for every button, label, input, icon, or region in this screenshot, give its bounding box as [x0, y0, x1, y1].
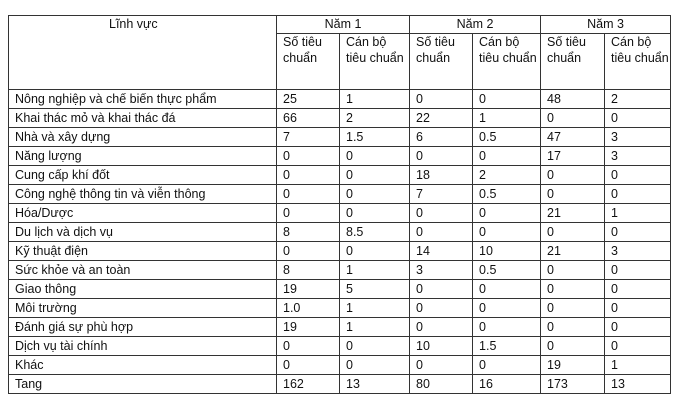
- table-row: [9, 337, 671, 356]
- value-cell: 1: [340, 299, 410, 318]
- field-cell: Cung cấp khí đốt: [9, 166, 277, 185]
- value-cell: 3: [605, 242, 671, 261]
- value-cell: 0.5: [473, 261, 541, 280]
- field-cell: Năng lượng: [9, 147, 277, 166]
- field-cell: Sức khỏe và an toàn: [9, 261, 277, 280]
- value-cell: 0: [541, 318, 605, 337]
- standards-count-header: Số tiêu chuẩn: [410, 34, 473, 90]
- value-cell: 0: [473, 280, 541, 299]
- table-row: [9, 185, 671, 204]
- value-cell: 14: [410, 242, 473, 261]
- value-cell: 0: [410, 318, 473, 337]
- value-cell: 0: [277, 204, 340, 223]
- field-cell: Tang: [9, 375, 277, 394]
- table-row: [9, 356, 671, 375]
- table-row: [9, 299, 671, 318]
- value-cell: 0: [340, 166, 410, 185]
- value-cell: 0: [541, 261, 605, 280]
- value-cell: 0: [473, 223, 541, 242]
- value-cell: 0: [340, 147, 410, 166]
- value-cell: 48: [541, 90, 605, 109]
- value-cell: 0: [340, 337, 410, 356]
- value-cell: 16: [473, 375, 541, 394]
- value-cell: 10: [410, 337, 473, 356]
- value-cell: 0: [541, 280, 605, 299]
- year-1-header: Năm 1: [277, 16, 410, 34]
- standards-table: [8, 15, 671, 394]
- value-cell: 13: [340, 375, 410, 394]
- table-row: [9, 375, 671, 394]
- value-cell: 0: [410, 280, 473, 299]
- value-cell: 0: [277, 185, 340, 204]
- standards-staff-header: Cán bộ tiêu chuẩn: [605, 34, 671, 90]
- header-row-years: [9, 16, 671, 34]
- value-cell: 80: [410, 375, 473, 394]
- table-row: [9, 204, 671, 223]
- value-cell: 7: [410, 185, 473, 204]
- value-cell: 0: [473, 299, 541, 318]
- value-cell: 22: [410, 109, 473, 128]
- year-3-header: Năm 3: [541, 16, 671, 34]
- table-row: [9, 166, 671, 185]
- table-row: [9, 261, 671, 280]
- table-container: [8, 15, 671, 394]
- table-row: [9, 242, 671, 261]
- value-cell: 0: [605, 318, 671, 337]
- value-cell: 18: [410, 166, 473, 185]
- value-cell: 0: [277, 147, 340, 166]
- value-cell: 17: [541, 147, 605, 166]
- value-cell: 13: [605, 375, 671, 394]
- value-cell: 0: [605, 223, 671, 242]
- field-cell: Đánh giá sự phù hợp: [9, 318, 277, 337]
- field-cell: Du lịch và dịch vụ: [9, 223, 277, 242]
- value-cell: 0: [410, 204, 473, 223]
- table-row: [9, 223, 671, 242]
- value-cell: 0.5: [473, 185, 541, 204]
- standards-staff-header: Cán bộ tiêu chuẩn: [340, 34, 410, 90]
- value-cell: 8.5: [340, 223, 410, 242]
- value-cell: 3: [410, 261, 473, 280]
- value-cell: 0: [473, 318, 541, 337]
- value-cell: 173: [541, 375, 605, 394]
- value-cell: 0: [473, 204, 541, 223]
- field-column-header: Lĩnh vực: [9, 16, 277, 90]
- value-cell: 0: [541, 185, 605, 204]
- field-cell: Hóa/Dược: [9, 204, 277, 223]
- value-cell: 162: [277, 375, 340, 394]
- value-cell: 47: [541, 128, 605, 147]
- field-cell: Công nghệ thông tin và viễn thông: [9, 185, 277, 204]
- value-cell: 0.5: [473, 128, 541, 147]
- value-cell: 1: [340, 261, 410, 280]
- value-cell: 10: [473, 242, 541, 261]
- value-cell: 0: [541, 337, 605, 356]
- value-cell: 0: [410, 90, 473, 109]
- value-cell: 21: [541, 204, 605, 223]
- value-cell: 0: [605, 299, 671, 318]
- value-cell: 0: [410, 299, 473, 318]
- table-row: [9, 280, 671, 299]
- value-cell: 0: [277, 242, 340, 261]
- value-cell: 0: [410, 147, 473, 166]
- value-cell: 3: [605, 147, 671, 166]
- field-cell: Khác: [9, 356, 277, 375]
- table-row: [9, 147, 671, 166]
- table-row: [9, 318, 671, 337]
- value-cell: 0: [277, 337, 340, 356]
- standards-staff-header: Cán bộ tiêu chuẩn: [473, 34, 541, 90]
- value-cell: 66: [277, 109, 340, 128]
- value-cell: 0: [410, 356, 473, 375]
- value-cell: 0: [605, 185, 671, 204]
- value-cell: 7: [277, 128, 340, 147]
- table-row: [9, 90, 671, 109]
- value-cell: 8: [277, 223, 340, 242]
- value-cell: 25: [277, 90, 340, 109]
- value-cell: 0: [541, 223, 605, 242]
- standards-count-header: Số tiêu chuẩn: [541, 34, 605, 90]
- value-cell: 0: [277, 166, 340, 185]
- value-cell: 0: [541, 166, 605, 185]
- value-cell: 1: [605, 356, 671, 375]
- value-cell: 0: [473, 147, 541, 166]
- value-cell: 0: [605, 280, 671, 299]
- value-cell: 19: [277, 318, 340, 337]
- value-cell: 1: [605, 204, 671, 223]
- value-cell: 1: [340, 90, 410, 109]
- year-2-header: Năm 2: [410, 16, 541, 34]
- value-cell: 0: [410, 223, 473, 242]
- value-cell: 2: [340, 109, 410, 128]
- value-cell: 0: [605, 109, 671, 128]
- value-cell: 19: [277, 280, 340, 299]
- table-row: [9, 128, 671, 147]
- value-cell: 1.5: [340, 128, 410, 147]
- field-cell: Kỹ thuật điện: [9, 242, 277, 261]
- value-cell: 0: [340, 204, 410, 223]
- field-cell: Nông nghiệp và chế biến thực phẩm: [9, 90, 277, 109]
- value-cell: 0: [541, 299, 605, 318]
- value-cell: 8: [277, 261, 340, 280]
- value-cell: 2: [605, 90, 671, 109]
- value-cell: 19: [541, 356, 605, 375]
- value-cell: 5: [340, 280, 410, 299]
- value-cell: 21: [541, 242, 605, 261]
- field-cell: Dịch vụ tài chính: [9, 337, 277, 356]
- field-cell: Giao thông: [9, 280, 277, 299]
- value-cell: 1: [340, 318, 410, 337]
- value-cell: 2: [473, 166, 541, 185]
- value-cell: 0: [473, 90, 541, 109]
- value-cell: 1.0: [277, 299, 340, 318]
- value-cell: 1.5: [473, 337, 541, 356]
- value-cell: 0: [340, 242, 410, 261]
- value-cell: 0: [473, 356, 541, 375]
- value-cell: 0: [605, 166, 671, 185]
- field-cell: Nhà và xây dựng: [9, 128, 277, 147]
- value-cell: 1: [473, 109, 541, 128]
- value-cell: 0: [541, 109, 605, 128]
- value-cell: 0: [340, 356, 410, 375]
- value-cell: 0: [605, 337, 671, 356]
- table-row: [9, 109, 671, 128]
- field-cell: Khai thác mỏ và khai thác đá: [9, 109, 277, 128]
- standards-count-header: Số tiêu chuẩn: [277, 34, 340, 90]
- value-cell: 0: [277, 356, 340, 375]
- value-cell: 0: [605, 261, 671, 280]
- value-cell: 6: [410, 128, 473, 147]
- value-cell: 0: [340, 185, 410, 204]
- value-cell: 3: [605, 128, 671, 147]
- field-cell: Môi trường: [9, 299, 277, 318]
